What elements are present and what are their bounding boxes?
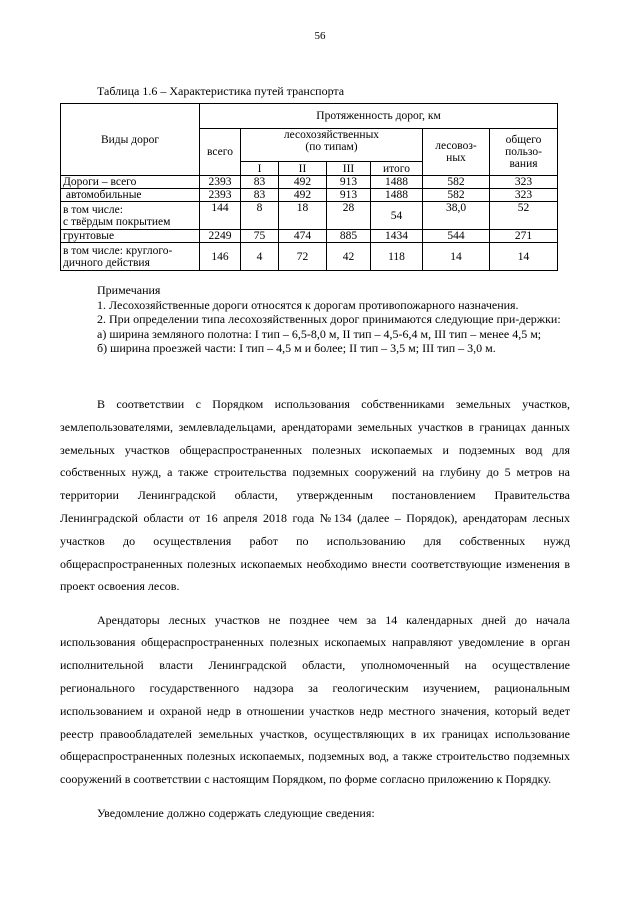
cell-total: 2393 [200,176,241,189]
cell-type-2: 492 [279,176,327,189]
cell-type-1: 75 [241,230,279,243]
cell-timber: 582 [423,176,490,189]
header-public-2: пользо- [505,146,542,158]
cell-total: 146 [200,243,241,271]
cell-type-3: 885 [327,230,371,243]
note-2b: б) ширина проезжей части: I тип – 4,5 м и более; II тип – 3,5 м; III тип – 3,0 м. [97,341,496,355]
header-forestry-label: лесохозяйственных [283,129,380,141]
paragraph: Арендаторы лесных участков не позднее чем за 14 календарных дней до начала использования общераспространенных полезных ископаемых направляют уведомление в орган исполнительной власти Ленинградской области, уполномоченный на осуществление регионального государственного надзора за геологическим изучением, рациональным использованием и охраной недр в отношении участков недр местного значения, который ведет реестр правообладателей земельных участков, осуществляющих в их границах использование общераспространенных полезных ископаемых, подземных вод, а также строительство подземных сооружений в соответствии с настоящим Порядком, по форме согласно приложению к Порядку. [60,612,570,787]
cell-type-3: 28 [327,202,371,230]
row-label: автомобильные [61,189,200,202]
notes-title: Примечания [97,283,161,297]
cell-public: 323 [490,189,558,202]
row-label-line-2: дичного действия [63,256,150,269]
cell-timber: 14 [423,243,490,271]
row-label-line-2: с твёрдым покрытием [63,215,171,228]
cell-itogo: 1434 [371,230,423,243]
cell-type-2: 18 [279,202,327,230]
row-label-line-1: в том числе: круглого- [63,244,173,257]
cell-total: 2249 [200,230,241,243]
table-row [61,202,558,230]
row-label [61,243,200,271]
transport-roads-table [60,103,558,271]
cell-public: 271 [490,230,558,243]
cell-type-2: 492 [279,189,327,202]
note-1: 1. Лесохозяйственные дороги относятся к дорогам противопожарного назначения. [97,297,519,312]
page-number: 56 [314,30,326,42]
cell-total: 144 [200,202,241,230]
cell-public: 323 [490,176,558,189]
header-type-3: III [327,162,371,176]
table-notes [60,283,570,356]
cell-itogo: 1488 [371,176,423,189]
cell-public: 52 [490,202,558,230]
cell-total: 2393 [200,189,241,202]
header-total: всего [200,129,241,176]
row-label: грунтовые [61,230,200,243]
cell-type-1: 83 [241,176,279,189]
header-timber-1: лесовоз- [435,140,477,152]
cell-type-3: 42 [327,243,371,271]
cell-type-1: 8 [241,202,279,230]
header-itogo: итого [371,162,423,176]
header-public-1: общего [505,134,542,146]
cell-type-2: 72 [279,243,327,271]
header-forestry [241,129,423,162]
header-public [490,129,558,176]
table-caption: Таблица 1.6 – Характеристика путей транспорта [97,84,345,98]
paragraph: Уведомление должно содержать следующие сведения: [97,805,375,820]
header-road-length: Протяженность дорог, км [200,104,558,129]
cell-public: 14 [490,243,558,271]
row-label-line-1: в том числе: [63,203,123,216]
header-type-1: I [241,162,279,176]
header-forestry-sub: (по типам) [305,141,358,153]
cell-itogo: 1488 [371,189,423,202]
table-row [61,176,558,189]
note-2: 2. При определении типа лесохозяйственных дорог принимаются следующие при-держки: [97,312,561,326]
cell-timber: 544 [423,230,490,243]
header-type-2: II [279,162,327,176]
cell-timber: 38,0 [423,202,490,230]
table-row [61,230,558,243]
cell-itogo: 118 [371,243,423,271]
paragraph: В соответствии с Порядком использования собственниками земельных участков, землепользователями, землевладельцами, арендаторами земельных участков в границах данных земельных участков общераспространенных полезных ископаемых и подземных вод для собственных нужд, а также строительства подземных сооружений на глубину до 5 метров на территории Ленинградской области, утвержденным постановлением Правительства Ленинградской области от 16 апреля 2018 года №134 (далее – Порядок), арендаторам лесных участков до осуществления работ по использованию для собственных нужд общераспространенных полезных ископаемых необходимо внести соответствующие изменения в проект освоения лесов. [60,397,570,594]
header-timber-2: ных [446,152,466,164]
cell-type-3: 913 [327,189,371,202]
row-label [61,202,200,230]
cell-type-1: 83 [241,189,279,202]
header-public-3: вания [509,158,538,170]
cell-timber: 582 [423,189,490,202]
row-label: Дороги – всего [61,176,200,189]
table-row [61,189,558,202]
cell-type-1: 4 [241,243,279,271]
cell-type-2: 474 [279,230,327,243]
cell-itogo: 54 [371,202,423,230]
body-text [60,393,570,835]
table-row [61,243,558,271]
header-road-kinds: Виды дорог [61,104,200,176]
header-timber [423,129,490,176]
note-2a: а) ширина земляного полотна: I тип – 6,5-8,0 м, II тип – 4,5-6,4 м, III тип – менее 4,5 м; [97,326,542,341]
cell-type-3: 913 [327,176,371,189]
